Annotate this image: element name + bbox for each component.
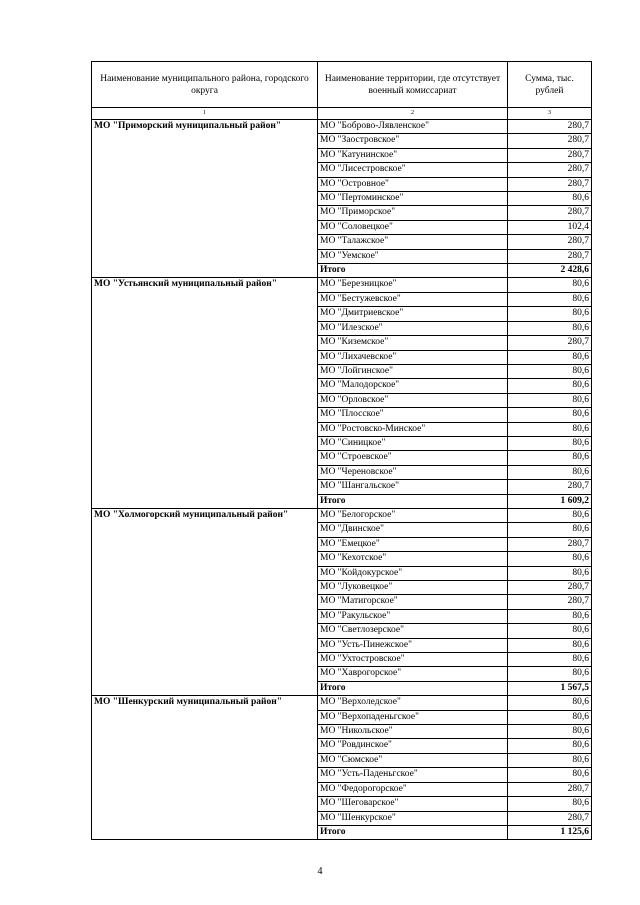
- amount-value: 80,6: [508, 408, 592, 422]
- municipality-name: МО "Холмогорский муниципальный район": [92, 508, 318, 695]
- amount-value: 80,6: [508, 192, 592, 206]
- territory-name: МО "Усть-Паденьгское": [318, 768, 508, 782]
- total-value: 1 609,2: [508, 494, 592, 508]
- page-number: 4: [317, 866, 323, 877]
- total-label: Итого: [318, 494, 508, 508]
- amount-value: 80,6: [508, 292, 592, 306]
- table-row: [92, 508, 592, 522]
- total-value: 2 428,6: [508, 264, 592, 278]
- amount-value: 102,4: [508, 220, 592, 234]
- amount-value: 80,6: [508, 696, 592, 710]
- amount-value: 280,7: [508, 581, 592, 595]
- amount-value: 80,6: [508, 278, 592, 292]
- territory-name: МО "Соловецкое": [318, 220, 508, 234]
- header-territory: Наименование территории, где отсутствует военный комиссариат: [318, 62, 508, 108]
- territory-name: МО "Пертоминское": [318, 192, 508, 206]
- territory-name: МО "Бестужевское": [318, 292, 508, 306]
- territory-name: МО "Кехотское": [318, 552, 508, 566]
- territory-name: МО "Боброво-Лявленское": [318, 120, 508, 134]
- territory-name: МО "Шеговарское": [318, 797, 508, 811]
- amount-value: 80,6: [508, 508, 592, 522]
- territory-name: МО "Приморское": [318, 206, 508, 220]
- amount-value: 80,6: [508, 436, 592, 450]
- territory-name: МО "Ухтостровское": [318, 653, 508, 667]
- amount-value: 80,6: [508, 609, 592, 623]
- territory-name: МО "Островное": [318, 177, 508, 191]
- territory-name: МО "Уемское": [318, 249, 508, 263]
- amount-value: 80,6: [508, 667, 592, 681]
- amount-value: 80,6: [508, 653, 592, 667]
- amount-value: 280,7: [508, 134, 592, 148]
- header-amount: Сумма, тыс. рублей: [508, 62, 592, 108]
- amount-value: 280,7: [508, 163, 592, 177]
- column-number-3: 3: [508, 108, 592, 120]
- amount-value: 80,6: [508, 350, 592, 364]
- territory-name: МО "Федорогорское": [318, 782, 508, 796]
- territory-name: МО "Киземское": [318, 336, 508, 350]
- territory-name: МО "Талажское": [318, 235, 508, 249]
- column-number-1: 1: [92, 108, 318, 120]
- territory-name: МО "Заостровское": [318, 134, 508, 148]
- territory-name: МО "Ровдинское": [318, 739, 508, 753]
- table-row: [92, 696, 592, 710]
- amount-value: 80,6: [508, 422, 592, 436]
- territory-name: МО "Двинское": [318, 523, 508, 537]
- territory-name: МО "Шангальское": [318, 480, 508, 494]
- territory-name: МО "Верхопаденьгское": [318, 710, 508, 724]
- amount-value: 280,7: [508, 148, 592, 162]
- territory-name: МО "Койдокурское": [318, 566, 508, 580]
- amount-value: 80,6: [508, 321, 592, 335]
- territory-name: МО "Катунинское": [318, 148, 508, 162]
- amount-value: 80,6: [508, 768, 592, 782]
- municipality-name: МО "Устьянский муниципальный район": [92, 278, 318, 509]
- territory-name: МО "Малодорское": [318, 379, 508, 393]
- territory-name: МО "Строевское": [318, 451, 508, 465]
- amount-value: 280,7: [508, 782, 592, 796]
- amount-value: 80,6: [508, 797, 592, 811]
- territory-name: МО "Светлозерское": [318, 624, 508, 638]
- territory-name: МО "Ракульское": [318, 609, 508, 623]
- amount-value: 80,6: [508, 753, 592, 767]
- territory-name: МО "Хаврогорское": [318, 667, 508, 681]
- amount-value: 80,6: [508, 465, 592, 479]
- territory-name: МО "Лихачевское": [318, 350, 508, 364]
- territory-name: МО "Синицкое": [318, 436, 508, 450]
- amount-value: 80,6: [508, 552, 592, 566]
- amount-value: 80,6: [508, 638, 592, 652]
- territory-name: МО "Усть-Пинежское": [318, 638, 508, 652]
- amount-value: 280,7: [508, 811, 592, 825]
- amount-value: 80,6: [508, 307, 592, 321]
- amount-value: 280,7: [508, 336, 592, 350]
- territory-name: МО "Белогорское": [318, 508, 508, 522]
- total-value: 1 125,6: [508, 825, 592, 839]
- total-value: 1 567,5: [508, 681, 592, 695]
- amount-value: 280,7: [508, 206, 592, 220]
- territory-name: МО "Илезское": [318, 321, 508, 335]
- municipality-name: МО "Приморский муниципальный район": [92, 120, 318, 278]
- table-row: [92, 278, 592, 292]
- territory-name: МО "Орловское": [318, 393, 508, 407]
- amount-value: 80,6: [508, 566, 592, 580]
- amount-value: 80,6: [508, 393, 592, 407]
- amount-value: 80,6: [508, 710, 592, 724]
- amount-value: 80,6: [508, 364, 592, 378]
- amount-value: 80,6: [508, 523, 592, 537]
- territory-name: МО "Матигорское": [318, 595, 508, 609]
- amount-value: 280,7: [508, 537, 592, 551]
- total-label: Итого: [318, 825, 508, 839]
- territory-name: МО "Череновское": [318, 465, 508, 479]
- total-label: Итого: [318, 681, 508, 695]
- table-header: [92, 62, 592, 120]
- amount-value: 80,6: [508, 451, 592, 465]
- amount-value: 280,7: [508, 235, 592, 249]
- territory-name: МО "Никольское": [318, 725, 508, 739]
- amount-value: 80,6: [508, 725, 592, 739]
- territory-name: МО "Луковецкое": [318, 581, 508, 595]
- municipality-name: МО "Шенкурский муниципальный район": [92, 696, 318, 840]
- header-municipality: Наименование муниципального района, городского округа: [92, 62, 318, 108]
- total-label: Итого: [318, 264, 508, 278]
- territory-name: МО "Лисестровское": [318, 163, 508, 177]
- territory-name: МО "Шенкурское": [318, 811, 508, 825]
- territory-name: МО "Березницкое": [318, 278, 508, 292]
- amount-value: 80,6: [508, 739, 592, 753]
- territory-name: МО "Сюмское": [318, 753, 508, 767]
- table-body: [92, 120, 592, 840]
- amount-value: 280,7: [508, 595, 592, 609]
- allocation-table: [91, 61, 592, 840]
- amount-value: 80,6: [508, 379, 592, 393]
- amount-value: 280,7: [508, 480, 592, 494]
- table-row: [92, 120, 592, 134]
- amount-value: 280,7: [508, 177, 592, 191]
- territory-name: МО "Емецкое": [318, 537, 508, 551]
- territory-name: МО "Лойгинское": [318, 364, 508, 378]
- amount-value: 80,6: [508, 624, 592, 638]
- amount-value: 280,7: [508, 249, 592, 263]
- territory-name: МО "Ростовско-Минское": [318, 422, 508, 436]
- territory-name: МО "Плосское": [318, 408, 508, 422]
- territory-name: МО "Дмитриевское": [318, 307, 508, 321]
- territory-name: МО "Верхоледское": [318, 696, 508, 710]
- amount-value: 280,7: [508, 120, 592, 134]
- column-number-2: 2: [318, 108, 508, 120]
